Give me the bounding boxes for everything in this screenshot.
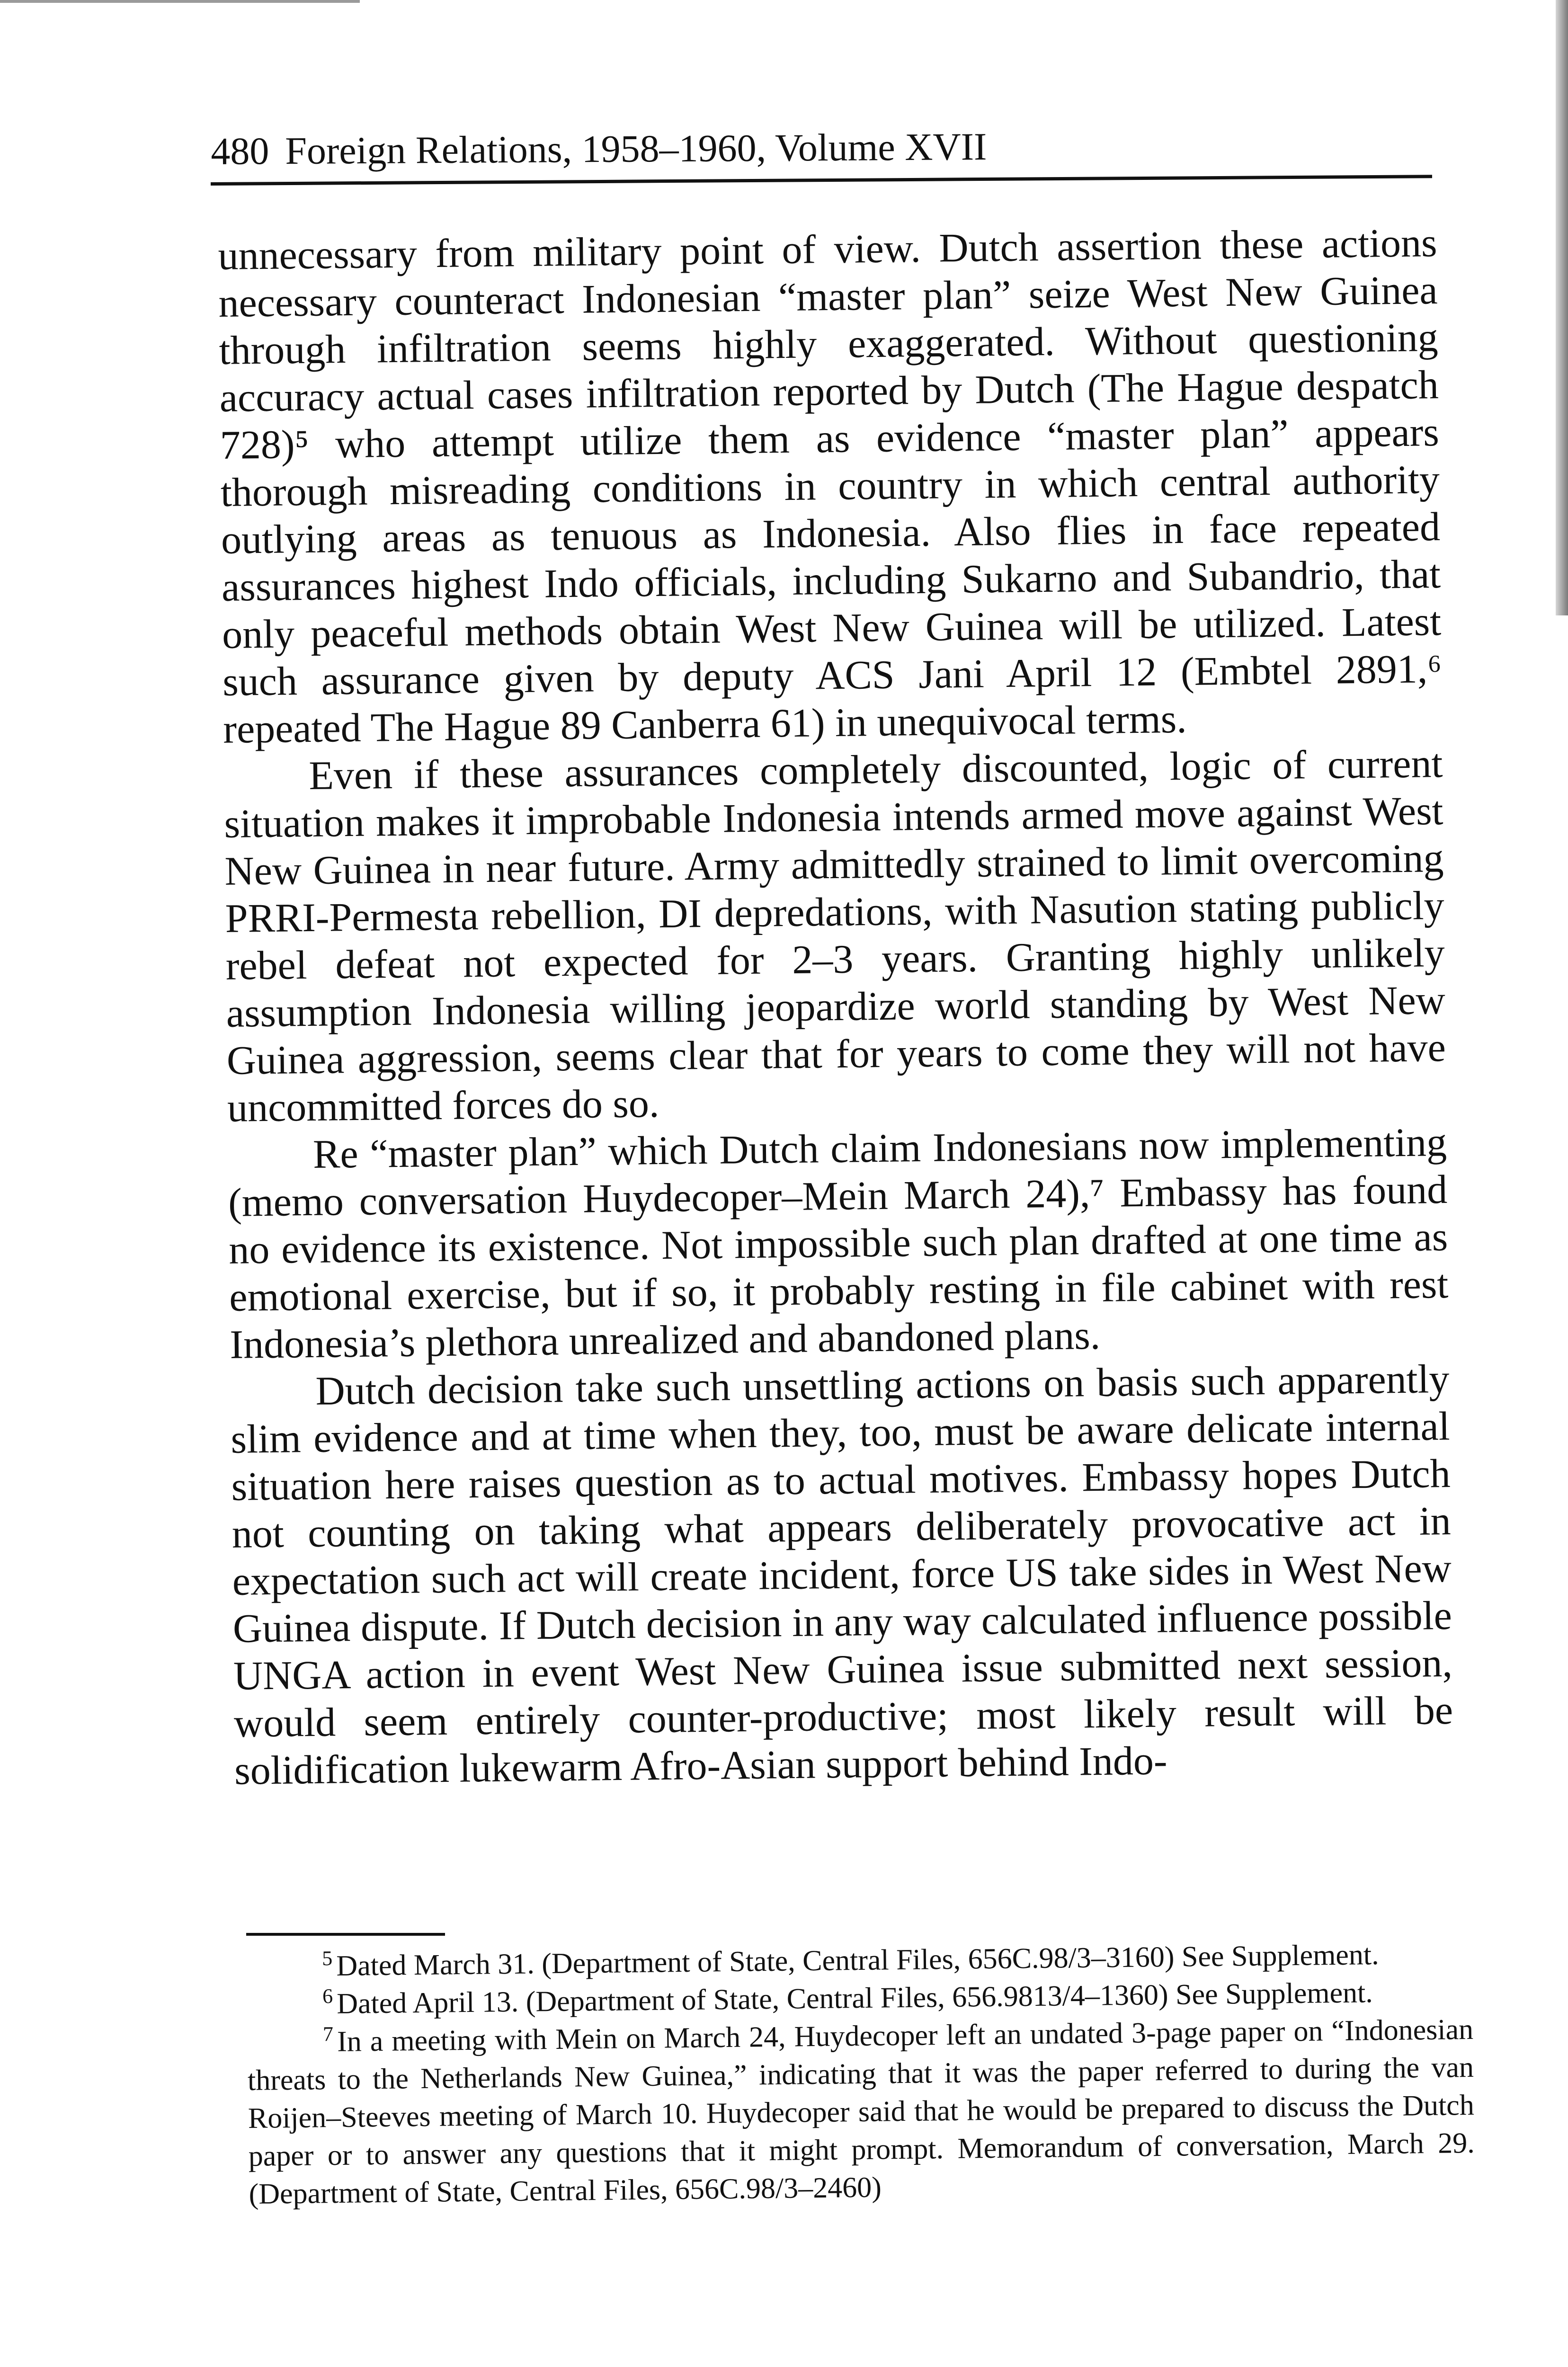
footnote-number: 5 bbox=[321, 1947, 333, 1970]
body-text bbox=[218, 219, 1454, 1794]
footnote-text: In a meeting with Mein on March 24, Huydecoper left an undated 3-page paper on “Indonesian threats to the Netherlands New Guinea,” indicating that it was the paper referred to during the van Roijen–Steeves meeting of March 10. Huydecoper said that he would be prepared to discuss the Dutch paper or to answer any questions that it might prompt. Memorandum of conversation, March 29. (Department of State, Central Files, 656C.98/3–2460) bbox=[247, 2013, 1475, 2210]
paragraph-1: unnecessary from military point of view. Dutch assertion these actions necessary counteract Indonesian “master plan” seize West New Guinea through infiltration seems highly exaggerated. Without questioning accuracy actual cases infiltration reported by Dutch (The Hague despatch 728)⁵ who attempt utilize them as evidence “master plan” appears thorough misreading conditions in country in which central authority outlying areas as tenuous as Indonesia. Also flies in face repeated assurances highest Indo officials, including Sukarno and Subandrio, that only peaceful methods obtain West New Guinea will be utilized. Latest such assurance given by deputy ACS Jani April 12 (Embtel 2891,⁶ repeated The Hague 89 Canberra 61) in unequivocal terms. bbox=[218, 220, 1442, 752]
footnote-text: Dated March 31. (Department of State, Central Files, 656C.98/3–3160) See Supplement. bbox=[336, 1939, 1379, 1982]
footnote-rule bbox=[246, 1933, 445, 1936]
running-head bbox=[211, 120, 1433, 175]
paragraph-4: Dutch decision take such unsettling actions on basis such apparently slim evidence and at time when they, too, must be aware delicate internal situation here raises question as to actual motives. Embassy hopes Dutch not counting on taking what appears deliberately provocative act in expectation such act will create incident, force US take sides in West New Guinea dispute. If Dutch decision in any way calculated influence possible UNGA action in event West New Guinea issue submitted next session, would seem entirely counter-productive; most likely result will be solidification lukewarm Afro-Asian support behind Indo- bbox=[231, 1355, 1453, 1793]
scan-right-edge bbox=[1556, 0, 1568, 615]
header-rule bbox=[211, 175, 1432, 186]
scan-top-edge bbox=[0, 0, 360, 3]
footnote-number: 6 bbox=[322, 1984, 333, 2008]
book-title: Foreign Relations, 1958–1960, Volume XVII bbox=[285, 125, 987, 173]
footnote-7 bbox=[247, 2011, 1475, 2213]
footnote-text: Dated April 13. (Department of State, Central Files, 656.9813/4–1360) See Supplement. bbox=[336, 1976, 1373, 2020]
footnote-number: 7 bbox=[322, 2022, 334, 2046]
paragraph-3: Re “master plan” which Dutch claim Indonesians now implementing (memo conversation Huydecoper–Mein March 24),⁷ Embassy has found no evidence its existence. Not impossible such plan drafted at one time as emotional exercise, but if so, it probably resting in file cabinet with rest Indonesia’s plethora unrealized and abandoned plans. bbox=[228, 1119, 1449, 1367]
footnotes bbox=[246, 1935, 1475, 2213]
page-number: 480 bbox=[211, 129, 269, 173]
paragraph-2: Even if these assurances completely discounted, logic of current situation makes it improbable Indonesia intends armed move against West New Guinea in near future. Army admittedly strained to limit overcoming PRRI-Permesta rebellion, DI depredations, with Nasution stating publicly rebel defeat not expected for 2–3 years. Granting highly unlikely assumption Indonesia willing jeopardize world standing by West New Guinea aggression, seems clear that for years to come they will not have uncommitted forces do so. bbox=[224, 740, 1446, 1130]
